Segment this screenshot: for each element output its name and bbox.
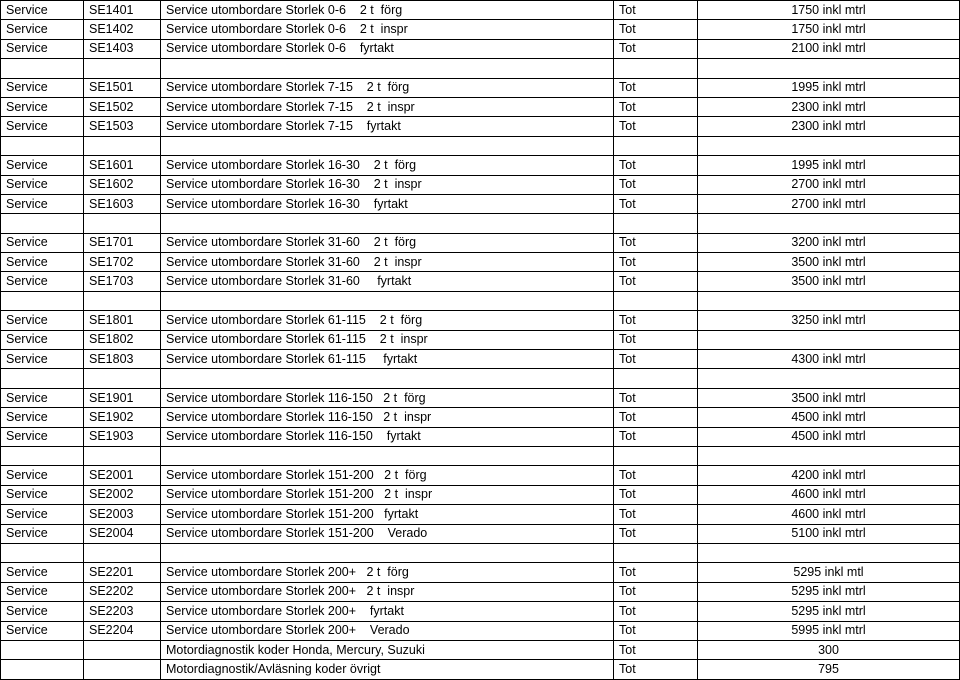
unit-cell	[614, 136, 698, 155]
unit-cell: Tot	[614, 563, 698, 582]
price-cell	[698, 369, 960, 388]
table-row	[1, 272, 960, 291]
unit-cell: Tot	[614, 427, 698, 446]
unit-cell: Tot	[614, 253, 698, 272]
service-code-cell: SE1502	[84, 97, 161, 116]
service-type-cell	[1, 136, 84, 155]
unit-cell: Tot	[614, 408, 698, 427]
price-cell	[698, 136, 960, 155]
table-row	[1, 78, 960, 97]
table-row	[1, 39, 960, 58]
service-code-cell: SE1603	[84, 194, 161, 213]
service-code-cell	[84, 59, 161, 78]
description-cell: Service utombordare Storlek 200+ 2 t förg	[161, 563, 614, 582]
table-row	[1, 640, 960, 659]
price-cell	[698, 59, 960, 78]
unit-cell: Tot	[614, 602, 698, 621]
unit-cell: Tot	[614, 388, 698, 407]
table-row	[1, 369, 960, 388]
unit-cell: Tot	[614, 117, 698, 136]
description-cell	[161, 136, 614, 155]
description-cell: Service utombordare Storlek 61-115 2 t förg	[161, 311, 614, 330]
description-cell	[161, 543, 614, 562]
unit-cell: Tot	[614, 640, 698, 659]
service-type-cell	[1, 660, 84, 679]
service-code-cell: SE2002	[84, 485, 161, 504]
service-type-cell: Service	[1, 388, 84, 407]
service-code-cell	[84, 640, 161, 659]
description-cell: Service utombordare Storlek 116-150 2 t inspr	[161, 408, 614, 427]
unit-cell: Tot	[614, 175, 698, 194]
description-cell: Service utombordare Storlek 0-6 2 t inspr	[161, 20, 614, 39]
service-type-cell: Service	[1, 350, 84, 369]
price-cell: 1995 inkl mtrl	[698, 156, 960, 175]
service-code-cell: SE1801	[84, 311, 161, 330]
price-cell: 1750 inkl mtrl	[698, 20, 960, 39]
service-type-cell: Service	[1, 621, 84, 640]
service-type-cell	[1, 640, 84, 659]
table-row	[1, 621, 960, 640]
description-cell: Motordiagnostik/Avläsning koder övrigt	[161, 660, 614, 679]
description-cell: Service utombordare Storlek 151-200 fyrtakt	[161, 505, 614, 524]
table-row	[1, 466, 960, 485]
service-code-cell: SE1702	[84, 253, 161, 272]
description-cell: Service utombordare Storlek 16-30 2 t inspr	[161, 175, 614, 194]
description-cell: Service utombordare Storlek 151-200 2 t förg	[161, 466, 614, 485]
service-code-cell: SE1501	[84, 78, 161, 97]
service-type-cell: Service	[1, 466, 84, 485]
description-cell: Service utombordare Storlek 116-150 2 t förg	[161, 388, 614, 407]
service-type-cell: Service	[1, 78, 84, 97]
description-cell: Service utombordare Storlek 16-30 fyrtakt	[161, 194, 614, 213]
service-code-cell: SE1403	[84, 39, 161, 58]
table-row	[1, 117, 960, 136]
table-row	[1, 330, 960, 349]
unit-cell: Tot	[614, 1, 698, 20]
description-cell: Service utombordare Storlek 200+ Verado	[161, 621, 614, 640]
service-type-cell	[1, 291, 84, 310]
unit-cell: Tot	[614, 660, 698, 679]
price-cell: 2100 inkl mtrl	[698, 39, 960, 58]
unit-cell: Tot	[614, 505, 698, 524]
description-cell: Service utombordare Storlek 16-30 2 t förg	[161, 156, 614, 175]
description-cell: Service utombordare Storlek 151-200 Verado	[161, 524, 614, 543]
table-row	[1, 97, 960, 116]
price-cell	[698, 446, 960, 465]
table-row	[1, 582, 960, 601]
description-cell: Service utombordare Storlek 61-115 2 t inspr	[161, 330, 614, 349]
service-code-cell: SE1503	[84, 117, 161, 136]
unit-cell: Tot	[614, 311, 698, 330]
unit-cell	[614, 291, 698, 310]
service-code-cell	[84, 291, 161, 310]
description-cell: Service utombordare Storlek 31-60 2 t inspr	[161, 253, 614, 272]
price-cell	[698, 330, 960, 349]
unit-cell: Tot	[614, 466, 698, 485]
service-code-cell: SE1803	[84, 350, 161, 369]
price-cell: 2700 inkl mtrl	[698, 194, 960, 213]
table-row	[1, 311, 960, 330]
price-cell: 5295 inkl mtrl	[698, 602, 960, 621]
service-type-cell: Service	[1, 39, 84, 58]
table-row	[1, 408, 960, 427]
unit-cell: Tot	[614, 272, 698, 291]
service-code-cell	[84, 543, 161, 562]
unit-cell: Tot	[614, 524, 698, 543]
service-type-cell	[1, 59, 84, 78]
price-cell: 5995 inkl mtrl	[698, 621, 960, 640]
unit-cell: Tot	[614, 39, 698, 58]
service-type-cell: Service	[1, 156, 84, 175]
table-row	[1, 194, 960, 213]
unit-cell: Tot	[614, 156, 698, 175]
table-row	[1, 156, 960, 175]
service-code-cell	[84, 369, 161, 388]
service-type-cell: Service	[1, 233, 84, 252]
unit-cell: Tot	[614, 78, 698, 97]
table-row	[1, 59, 960, 78]
service-type-cell: Service	[1, 175, 84, 194]
price-cell: 5100 inkl mtrl	[698, 524, 960, 543]
table-row	[1, 1, 960, 20]
description-cell: Service utombordare Storlek 7-15 2 t förg	[161, 78, 614, 97]
unit-cell: Tot	[614, 485, 698, 504]
service-type-cell: Service	[1, 20, 84, 39]
service-type-cell: Service	[1, 524, 84, 543]
price-cell: 2300 inkl mtrl	[698, 117, 960, 136]
description-cell	[161, 291, 614, 310]
table-row	[1, 563, 960, 582]
description-cell	[161, 369, 614, 388]
table-row	[1, 524, 960, 543]
unit-cell: Tot	[614, 582, 698, 601]
service-code-cell: SE1703	[84, 272, 161, 291]
service-code-cell: SE1401	[84, 1, 161, 20]
price-cell	[698, 291, 960, 310]
table-row	[1, 543, 960, 562]
unit-cell: Tot	[614, 350, 698, 369]
unit-cell: Tot	[614, 97, 698, 116]
service-type-cell: Service	[1, 253, 84, 272]
price-cell	[698, 214, 960, 233]
price-list-body	[1, 1, 960, 680]
service-type-cell: Service	[1, 330, 84, 349]
description-cell	[161, 214, 614, 233]
price-cell: 5295 inkl mtl	[698, 563, 960, 582]
unit-cell: Tot	[614, 233, 698, 252]
table-row	[1, 446, 960, 465]
description-cell: Service utombordare Storlek 31-60 2 t förg	[161, 233, 614, 252]
description-cell: Service utombordare Storlek 7-15 fyrtakt	[161, 117, 614, 136]
price-cell: 300	[698, 640, 960, 659]
service-code-cell	[84, 660, 161, 679]
service-type-cell	[1, 446, 84, 465]
price-cell: 4500 inkl mtrl	[698, 427, 960, 446]
unit-cell	[614, 446, 698, 465]
table-row	[1, 291, 960, 310]
table-row	[1, 388, 960, 407]
service-type-cell	[1, 543, 84, 562]
service-type-cell: Service	[1, 97, 84, 116]
price-cell: 795	[698, 660, 960, 679]
price-cell: 1750 inkl mtrl	[698, 1, 960, 20]
service-type-cell: Service	[1, 563, 84, 582]
description-cell: Service utombordare Storlek 200+ 2 t inspr	[161, 582, 614, 601]
table-row	[1, 602, 960, 621]
description-cell: Service utombordare Storlek 0-6 fyrtakt	[161, 39, 614, 58]
description-cell	[161, 446, 614, 465]
service-code-cell: SE2201	[84, 563, 161, 582]
service-code-cell	[84, 136, 161, 155]
service-code-cell: SE1602	[84, 175, 161, 194]
price-cell: 4200 inkl mtrl	[698, 466, 960, 485]
service-code-cell: SE2004	[84, 524, 161, 543]
table-row	[1, 253, 960, 272]
service-type-cell: Service	[1, 485, 84, 504]
service-code-cell: SE1903	[84, 427, 161, 446]
price-cell: 3500 inkl mtrl	[698, 272, 960, 291]
price-cell: 3500 inkl mtrl	[698, 253, 960, 272]
table-row	[1, 485, 960, 504]
unit-cell	[614, 59, 698, 78]
service-code-cell: SE2204	[84, 621, 161, 640]
unit-cell	[614, 543, 698, 562]
service-code-cell	[84, 214, 161, 233]
description-cell: Service utombordare Storlek 200+ fyrtakt	[161, 602, 614, 621]
service-code-cell: SE1902	[84, 408, 161, 427]
table-row	[1, 505, 960, 524]
service-type-cell: Service	[1, 1, 84, 20]
service-type-cell: Service	[1, 194, 84, 213]
service-code-cell: SE1701	[84, 233, 161, 252]
service-code-cell: SE1402	[84, 20, 161, 39]
table-row	[1, 175, 960, 194]
table-row	[1, 427, 960, 446]
service-code-cell: SE1802	[84, 330, 161, 349]
unit-cell	[614, 214, 698, 233]
table-row	[1, 136, 960, 155]
description-cell: Service utombordare Storlek 151-200 2 t inspr	[161, 485, 614, 504]
price-cell: 4600 inkl mtrl	[698, 485, 960, 504]
service-type-cell	[1, 369, 84, 388]
price-cell: 3250 inkl mtrl	[698, 311, 960, 330]
price-cell	[698, 543, 960, 562]
price-cell: 5295 inkl mtrl	[698, 582, 960, 601]
service-type-cell	[1, 214, 84, 233]
price-cell: 2700 inkl mtrl	[698, 175, 960, 194]
service-type-cell: Service	[1, 311, 84, 330]
description-cell	[161, 59, 614, 78]
price-cell: 3200 inkl mtrl	[698, 233, 960, 252]
service-type-cell: Service	[1, 408, 84, 427]
unit-cell: Tot	[614, 20, 698, 39]
table-row	[1, 20, 960, 39]
table-row	[1, 214, 960, 233]
description-cell: Motordiagnostik koder Honda, Mercury, Suzuki	[161, 640, 614, 659]
unit-cell: Tot	[614, 194, 698, 213]
description-cell: Service utombordare Storlek 0-6 2 t förg	[161, 1, 614, 20]
unit-cell: Tot	[614, 330, 698, 349]
service-type-cell: Service	[1, 117, 84, 136]
service-code-cell: SE1901	[84, 388, 161, 407]
price-cell: 4300 inkl mtrl	[698, 350, 960, 369]
service-type-cell: Service	[1, 602, 84, 621]
unit-cell	[614, 369, 698, 388]
service-type-cell: Service	[1, 505, 84, 524]
unit-cell: Tot	[614, 621, 698, 640]
service-code-cell: SE2202	[84, 582, 161, 601]
service-type-cell: Service	[1, 272, 84, 291]
service-code-cell: SE2203	[84, 602, 161, 621]
table-row	[1, 233, 960, 252]
service-code-cell	[84, 446, 161, 465]
table-row	[1, 660, 960, 679]
price-cell: 4600 inkl mtrl	[698, 505, 960, 524]
description-cell: Service utombordare Storlek 31-60 fyrtakt	[161, 272, 614, 291]
price-cell: 3500 inkl mtrl	[698, 388, 960, 407]
table-row	[1, 350, 960, 369]
price-cell: 4500 inkl mtrl	[698, 408, 960, 427]
description-cell: Service utombordare Storlek 116-150 fyrtakt	[161, 427, 614, 446]
service-code-cell: SE2003	[84, 505, 161, 524]
service-code-cell: SE2001	[84, 466, 161, 485]
price-cell: 2300 inkl mtrl	[698, 97, 960, 116]
description-cell: Service utombordare Storlek 61-115 fyrtakt	[161, 350, 614, 369]
service-code-cell: SE1601	[84, 156, 161, 175]
service-type-cell: Service	[1, 427, 84, 446]
service-type-cell: Service	[1, 582, 84, 601]
price-cell: 1995 inkl mtrl	[698, 78, 960, 97]
description-cell: Service utombordare Storlek 7-15 2 t inspr	[161, 97, 614, 116]
